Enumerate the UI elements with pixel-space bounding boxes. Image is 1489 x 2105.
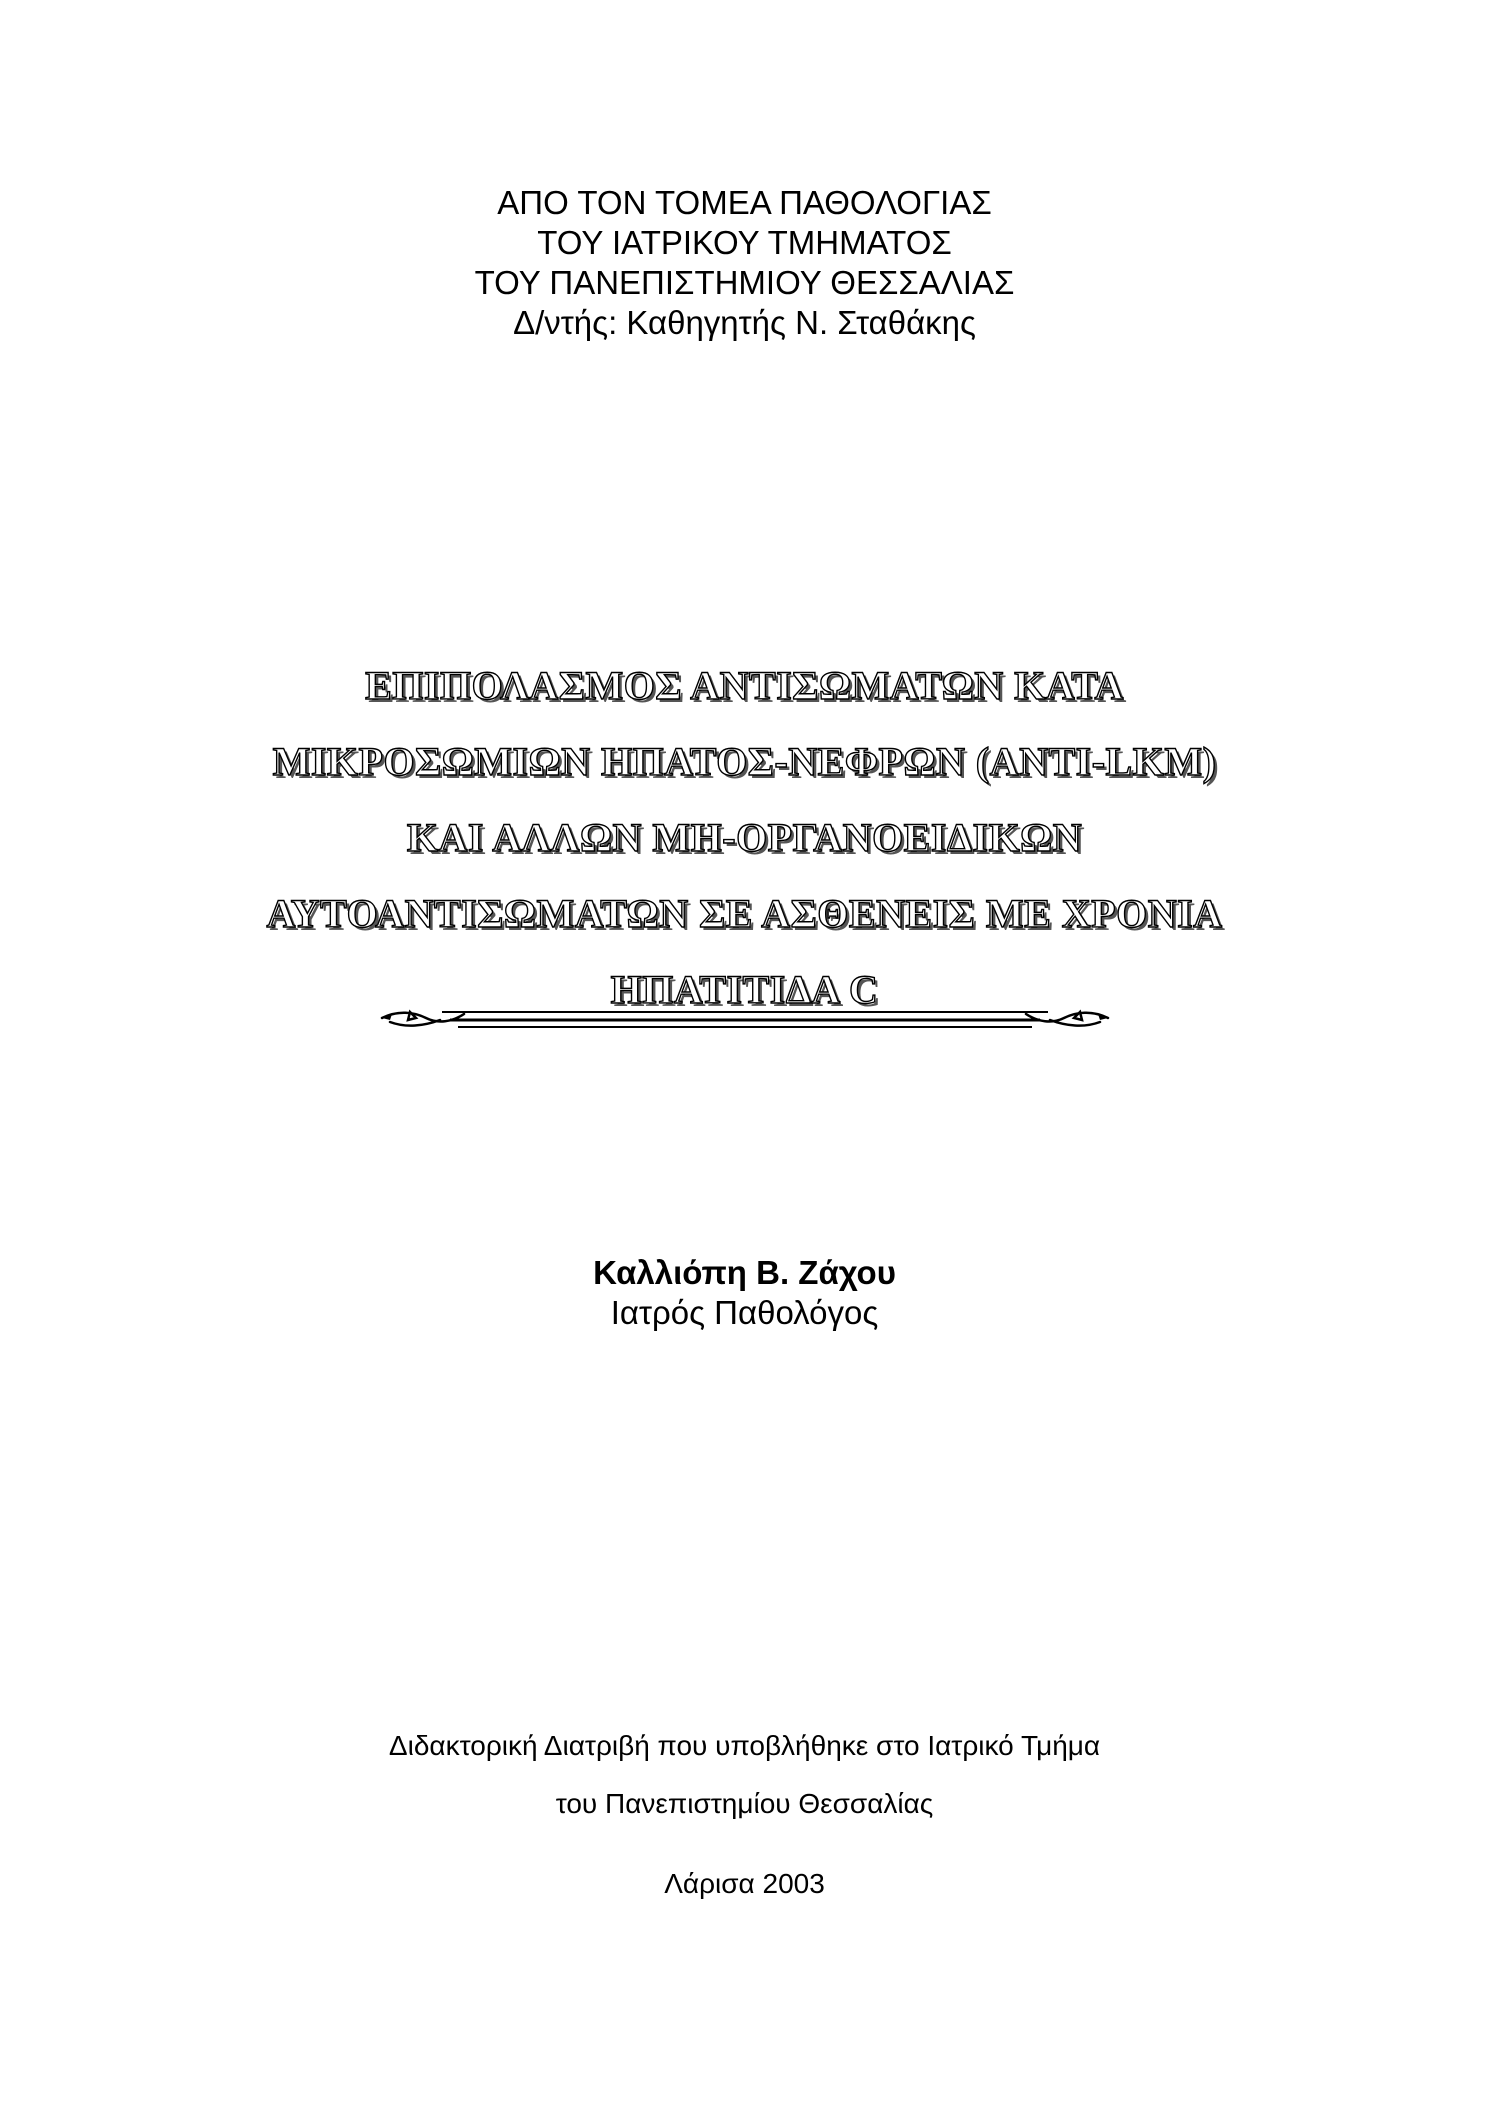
author-block — [0, 1253, 1489, 1333]
header-line-university: ΤΟΥ ΠΑΝΕΠΙΣΤΗΜΙΟΥ ΘΕΣΣΑΛΙΑΣ — [474, 264, 1015, 301]
submission-line-2: του Πανεπιστημίου Θεσσαλίας — [555, 1788, 934, 1819]
header-line-sector: ΑΠΟ ΤΟΝ ΤΟΜΕΑ ΠΑΘΟΛΟΓΙΑΣ — [497, 184, 992, 221]
submission-note — [0, 1717, 1489, 1833]
decorative-divider — [0, 1000, 1489, 1040]
header-line-department: ΤΟΥ ΙΑΤΡΙΚΟΥ ΤΜΗΜΑΤΟΣ — [537, 224, 952, 261]
title-line-3: ΚΑΙ ΑΛΛΩΝ ΜΗ-ΟΡΓΑΝΟΕΙΔΙΚΩΝ — [406, 815, 1083, 860]
author-role: Ιατρός Παθολόγος — [610, 1294, 879, 1331]
title-line-2: ΜΙΚΡΟΣΩΜΙΩΝ ΗΠΑΤΟΣ-ΝΕΦΡΩΝ (ANTI-LKM) — [272, 739, 1217, 784]
place-and-year: Λάρισα 2003 — [664, 1868, 825, 1899]
header-line-director: Δ/ντής: Καθηγητής Ν. Σταθάκης — [513, 304, 976, 341]
title-line-5: ΗΠΑΤΙΤΙΔΑ C — [610, 967, 879, 1012]
ornament-divider-icon — [380, 1000, 1110, 1040]
title-line-1: ΕΠΙΠΟΛΑΣΜΟΣ ΑΝΤΙΣΩΜΑΤΩΝ ΚΑΤΑ — [365, 663, 1124, 708]
title-line-4: ΑΥΤΟΑΝΤΙΣΩΜΑΤΩΝ ΣΕ ΑΣΘΕΝΕΙΣ ΜΕ ΧΡΟΝΙΑ — [266, 891, 1223, 936]
author-name: Καλλιόπη Β. Ζάχου — [593, 1254, 896, 1291]
submission-line-1: Διδακτορική Διατριβή που υποβλήθηκε στο Ιατρικό Τμήμα — [388, 1730, 1101, 1761]
institution-header — [0, 183, 1489, 343]
thesis-title — [0, 648, 1489, 1028]
